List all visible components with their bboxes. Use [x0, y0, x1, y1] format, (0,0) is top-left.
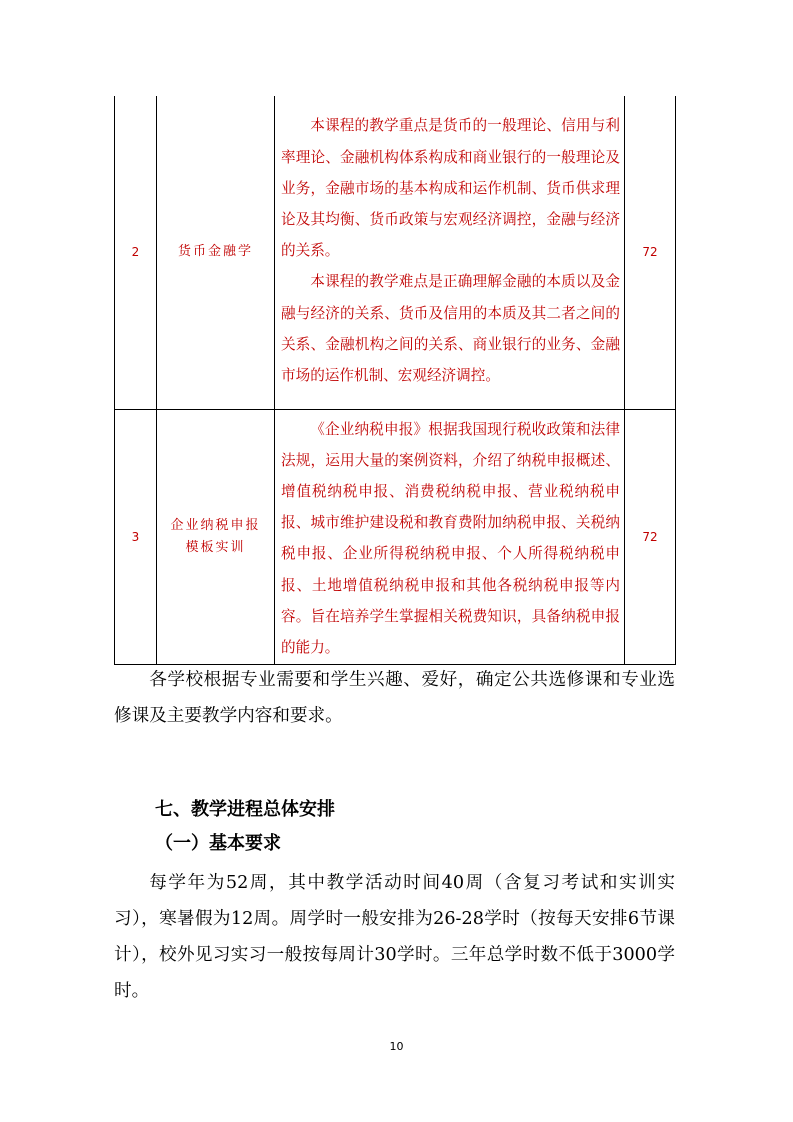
table-row [115, 409, 676, 665]
course-table [114, 96, 676, 665]
requirements-paragraph: 每学年为52周，其中教学活动时间40周（含复习考试和实训实习），寒暑假为12周。周学时一般安排为26-28学时（按每天安排6节课计），校外见习实习一般按每周计30学时。三年总学时数不低于3000学时。 [114, 873, 675, 1001]
course-content [275, 96, 625, 409]
content-paragraph: 本课程的教学重点是货币的一般理论、信用与利率理论、金融机构体系构成和商业银行的一般理论及业务，金融市场的基本构成和运作机制、货币供求理论及其均衡、货币政策与宏观经济调控，金融与经济的关系。 [281, 117, 620, 260]
table-row [115, 96, 676, 409]
course-name [157, 409, 275, 665]
electives-paragraph: 各学校根据专业需要和学生兴趣、爱好，确定公共选修课和专业选修课及主要教学内容和要求。 [114, 670, 675, 726]
course-name-text: 企业纳税申报模板实训 [170, 517, 261, 555]
section-heading: 七、教学进程总体安排 [155, 799, 335, 820]
course-content [275, 409, 625, 665]
content-paragraph: 《企业纳税申报》根据我国现行税收政策和法律法规，运用大量的案例资料，介绍了纳税申报概述、增值税纳税申报、消费税纳税申报、营业税纳税申报、城市维护建设税和教育费附加纳税申报、关税纳税申报、企业所得税纳税申报、个人所得税纳税申报、土地增值税纳税申报和其他各税纳税申报等内容。旨在培养学生掌握相关税费知识，具备纳税申报的能力。 [281, 420, 620, 656]
course-index: 3 [115, 409, 157, 665]
page-number: 10 [389, 1040, 404, 1053]
course-hours: 72 [625, 409, 676, 665]
course-name: 货币金融学 [157, 96, 275, 409]
content-paragraph: 本课程的教学难点是正确理解金融的本质以及金融与经济的关系、货币及信用的本质及其二者之间的关系、金融机构之间的关系、商业银行的业务、金融市场的运作机制、宏观经济调控。 [281, 273, 620, 384]
course-index: 2 [115, 96, 157, 409]
course-hours: 72 [625, 96, 676, 409]
subsection-heading: （一）基本要求 [155, 833, 281, 854]
